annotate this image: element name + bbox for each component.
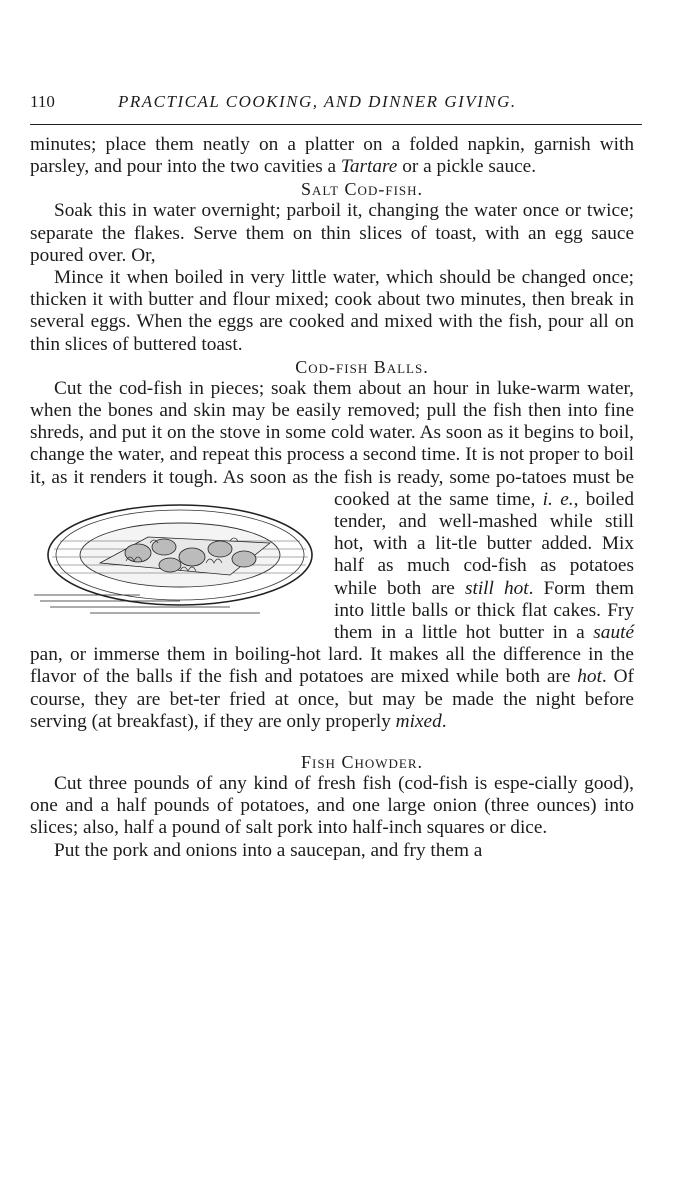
cod-balls-text-continued: tatoes must be cooked at the same time, — [334, 466, 635, 510]
page-header — [30, 92, 642, 116]
header-rule — [30, 124, 642, 125]
salt-cod-paragraph-2: Mince it when boiled in very little water, which should be changed once; thicken it with butter and flour mixed; cook about two minutes, then break in several eggs. When the eggs are cooked and mixed with the fish, pour all on thin slices of buttered toast. — [30, 267, 634, 355]
chowder-paragraph-2: Put the pork and onions into a saucepan, and fry them a — [54, 839, 483, 861]
platter-of-fish-balls-icon — [30, 491, 326, 623]
continuation-paragraph: minutes; place them neatly on a platter on a folded napkin, garnish with parsley, and pour into the two cavities a Tartare or a pickle sauce. — [30, 134, 634, 178]
still-hot-term: still hot — [464, 577, 529, 599]
heading-salt-cod: Salt Cod-fish. — [300, 179, 424, 200]
page-number: 110 — [30, 92, 55, 111]
cod-balls-paragraph: Cut the cod-fish in pieces; soak them about an hour in luke-warm water, when the bones and skin may be easily removed; pull the fish then into fine shreds, and put it on the stove in some cold water. As soon as it begins to boil, change the water, and repeat this process a second time. It is not proper to boil it, as it renders it tough. As soon as the fish is ready, some po- tatoes must be cooked at the same time, i. e., boiled tender, and well-mashed while still hot, with a lit-tle butter added. Mix half as much cod-fish as potatoes while both are still hot. Form them into little balls or thick flat cakes. Fry them in a little hot butter in a sauté pan, or immerse them in boiling-hot lard. It makes all the difference in the flavor of the balls if the fish and potatoes are mixed while both are hot. Of course, they are bet-ter fried at once, but may be made the night before serving (at breakfast), if they are only properly mixed. — [30, 377, 635, 732]
saute-term: sauté — [593, 622, 634, 644]
chowder-paragraph-1: Cut three pounds of any kind of fresh fish (cod-fish is espe-cially good), one and a half pounds of potatoes, and one large onion (three ounces) into slices; also, half a pound of salt pork into half-inch squares or dice. — [30, 773, 634, 839]
heading-fish-chowder: Fish Chowder. — [300, 752, 423, 773]
mixed-term: mixed — [395, 710, 442, 732]
running-head: PRACTICAL COOKING, AND DINNER GIVING. — [118, 92, 517, 111]
page-body — [30, 134, 634, 862]
salt-cod-paragraph-1: Soak this in water overnight; parboil it, changing the water once or twice; separate the flakes. Serve them on thin slices of toast, with an egg sauce poured over. Or, — [30, 200, 634, 266]
platter-illustration — [30, 491, 326, 623]
heading-cod-balls: Cod-fish Balls. — [295, 356, 429, 377]
hot-term: hot — [577, 666, 602, 688]
ie-term: i. e. — [542, 488, 574, 510]
tartare-term: Tartare — [340, 156, 398, 178]
